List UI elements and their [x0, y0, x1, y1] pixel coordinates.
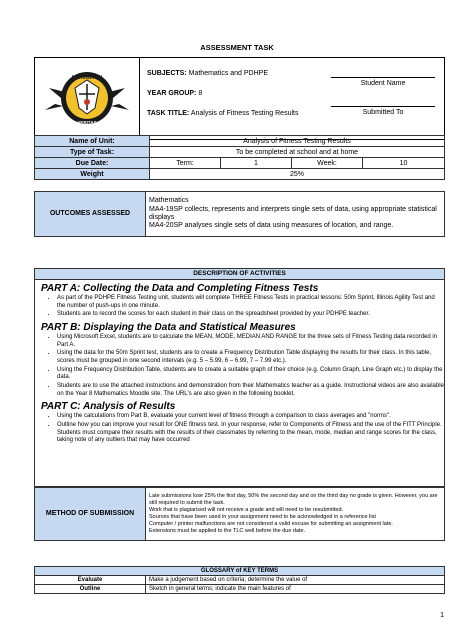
- list-item: • Using Microsoft Excel, students are to calculate the MEAN, MODE, MEDIAN AND RANGE for the three sets of Fitness Testing data recorded in Part A.: [57, 334, 444, 349]
- page-title: ASSESSMENT TASK: [200, 43, 274, 52]
- unit-name-value: Analysis of Fitness Testing Results: [150, 136, 445, 147]
- table-row: [35, 488, 445, 541]
- rule-plagiarism: Work that is plagiarised will not receive a grade and will need to be resubmitted.: [149, 506, 344, 513]
- activities-box: [34, 268, 445, 487]
- school-crest-icon: [35, 58, 139, 139]
- list-item: • Using the data for the 50m Sprint test, students are to create a Frequency Distribution Table displaying the results for their class. In this table, scores must be grouped in one second intervals (e.g. 5 – 5.99, 6 – 6.99, 7 – 7.99 etc.).: [57, 350, 444, 365]
- task-type-label: Type of Task:: [35, 147, 150, 158]
- activities-header: DESCRIPTION OF ACTIVITIES: [35, 269, 444, 280]
- rule-extensions: Extensions must be applied to the TLC well before the due date.: [149, 528, 306, 535]
- submission-rules: [146, 488, 445, 541]
- part-c-title: PART C: Analysis of Results: [41, 401, 176, 413]
- submission-label: METHOD OF SUBMISSION: [35, 488, 146, 541]
- submitted-to-label: Submitted To: [362, 109, 404, 116]
- outcomes-content: [146, 192, 445, 237]
- glossary-header: GLOSSARY of KEY TERMS: [35, 567, 445, 576]
- unit-name-label: Name of Unit:: [35, 136, 150, 147]
- part-a-list: [35, 295, 444, 319]
- task-title-line: TASK TITLE: Analysis of Fitness Testing Results: [147, 110, 299, 117]
- week-value: 10: [363, 158, 445, 169]
- list-item: • Using the calculations from Part B, evaluate your current level of fitness through a comparison to class averages and "norms".: [57, 413, 444, 421]
- submission-table: [34, 487, 445, 541]
- glossary-term: Evaluate: [35, 576, 146, 585]
- outcome-ma4-20sp: MA4-20SP analyses single sets of data using measures of location, and range.: [149, 222, 394, 230]
- table-row: [35, 576, 445, 585]
- part-b-list: [35, 334, 444, 398]
- glossary-term: Outline: [35, 585, 146, 594]
- list-item: • As part of the PDHPE Fitness Testing unit, students will complete THREE Fitness Tests in practical lessons: 50m Sprint, Illinois Agility Test and the number of push-ups in one minute.: [57, 295, 444, 310]
- part-a-title: PART A: Collecting the Data and Completing Fitness Tests: [41, 283, 319, 294]
- glossary-definition: Make a judgement based on criteria; determine the value of: [146, 576, 445, 585]
- list-item: • Students are to use the attached instructions and demonstration from their Mathematics teacher as a guide. Instructional videos are also available on the Year 8 Mathematics Moodle site. The URL's are also given in the following booklet.: [57, 383, 444, 398]
- table-row: [35, 158, 445, 169]
- week-label: Week:: [292, 158, 363, 169]
- glossary-definition: Sketch in general terms; indicate the main features of: [146, 585, 445, 594]
- term-label: Term:: [150, 158, 221, 169]
- table-row: [35, 192, 445, 237]
- page-number: 1: [440, 612, 444, 619]
- due-date-label: Due Date:: [35, 158, 150, 169]
- student-name-line[interactable]: [331, 77, 435, 78]
- task-type-value: To be completed at school and at home: [150, 147, 445, 158]
- table-row: [35, 567, 445, 576]
- submitted-to-line[interactable]: [331, 106, 435, 107]
- weight-label: Weight: [35, 169, 150, 180]
- logo-top-text: HARINGTON: [71, 75, 103, 81]
- logo-bottom-text: VERITAS: [77, 120, 97, 125]
- rule-references: Sources that have been used in your assignment need to be acknowledged in a reference list: [149, 514, 376, 520]
- table-row: [35, 585, 445, 594]
- part-c-list: [35, 413, 444, 445]
- school-logo-cell: [35, 58, 140, 139]
- task-header: [34, 57, 445, 140]
- outcome-subject: Mathematics: [149, 197, 189, 205]
- weight-value: 25%: [150, 169, 445, 180]
- outcome-ma4-19sp: MA4-19SP collects, represents and interprets single sets of data, using appropriate statistical displays: [149, 205, 437, 221]
- list-item: • Students are to record the scores for each student in their class on the spreadsheet provided by your PDHPE teacher.: [57, 311, 444, 319]
- year-group-line: YEAR GROUP: 8: [147, 90, 203, 97]
- list-item: • Using the Frequency Distribution Table, students are to create a suitable graph of their choice (e.g. Column Graph, Line Graph etc.) to display the data.: [57, 367, 444, 382]
- unit-details-table: [34, 135, 445, 180]
- glossary-table: [34, 566, 445, 594]
- subjects-line: SUBJECTS: Mathematics and PDHPE: [147, 70, 269, 77]
- part-b-title: PART B: Displaying the Data and Statistical Measures: [41, 322, 296, 334]
- outcomes-label: OUTCOMES ASSESSED: [35, 192, 146, 237]
- rule-malfunctions: Computer / printer malfunctions are not considered a valid excuse for submitting an assignment late.: [149, 521, 393, 528]
- term-value: 1: [221, 158, 292, 169]
- student-name-label: Student Name: [360, 80, 406, 87]
- table-row: [35, 136, 445, 147]
- rule-late: Late submissions lose 25% the first day, 50% the second day and on the third day no grade is given. However, you are still required to submit the task.: [149, 492, 438, 506]
- outcomes-table: [34, 191, 445, 237]
- table-row: [35, 169, 445, 180]
- table-row: [35, 147, 445, 158]
- list-item: • Outline how you can improve your result for ONE fitness test. In your response, refer to Components of Fitness and the use of the FITT Principle. Students must compare their results with the results of their classmates by referring to the mean, mode, median and range scores for the class, taking note of any outliers that may have occurred: [57, 422, 444, 445]
